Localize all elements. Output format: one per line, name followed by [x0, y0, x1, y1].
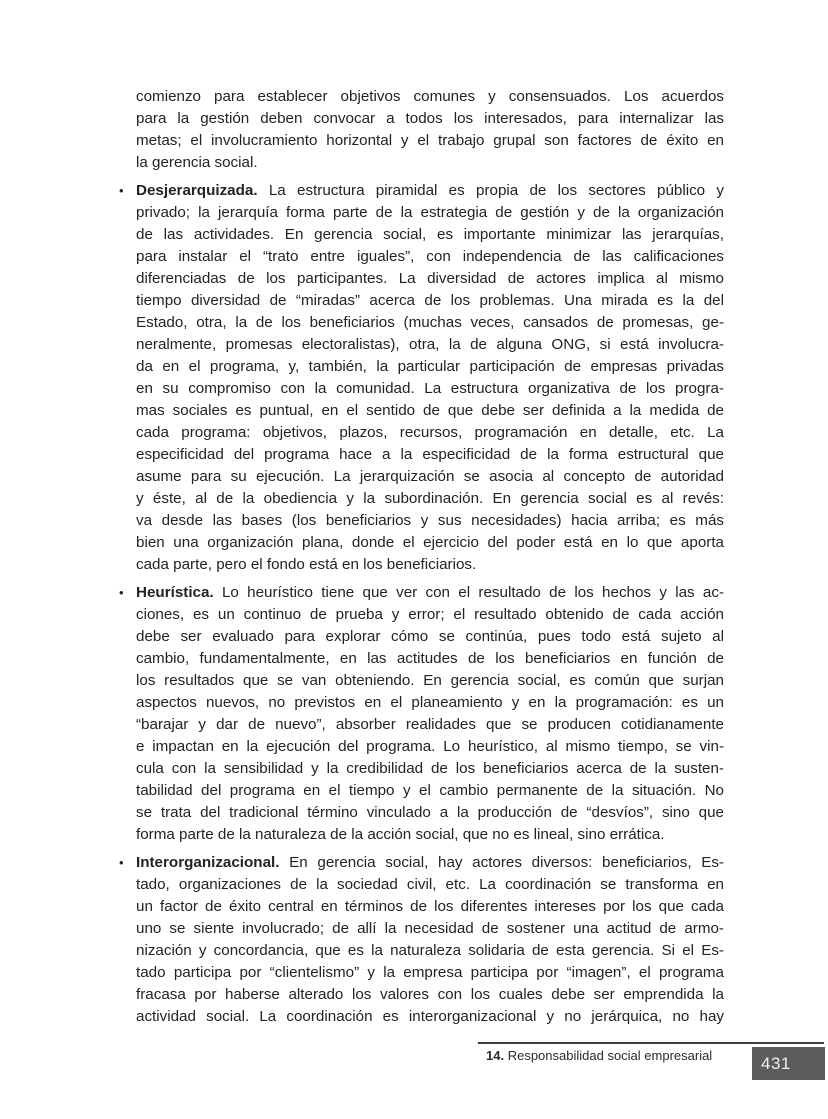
- text-line: tado, organizaciones de la sociedad civil, etc. La coordinación se transforma en: [136, 876, 724, 893]
- text-line: aspectos nuevos, no previstos en el planeamiento y en la programación: es un: [136, 694, 724, 711]
- bullet-icon: •: [119, 585, 124, 600]
- text-line: comienzo para establecer objetivos comunes y consensuados. Los acuerdos: [136, 88, 724, 105]
- text-line: para instalar el “trato entre iguales”, con independencia de las calificaciones: [136, 248, 724, 265]
- text-line: cada parte, pero el fondo está en los beneficiarios.: [136, 556, 477, 573]
- text-line: de las actividades. En gerencia social, es importante minimizar las jerarquías,: [136, 226, 724, 243]
- term-lead: Desjerarquizada.: [136, 182, 258, 199]
- text-line: para la gestión deben convocar a todos los interesados, para internalizar las: [136, 110, 724, 127]
- text-line: especificidad del programa hace a la especificidad de la forma estructural que: [136, 446, 724, 463]
- text-line: da en el programa, y, también, la particular participación de empresas privadas: [136, 358, 724, 375]
- text-line: Interorganizacional. En gerencia social, hay actores diversos: beneficiarios, Es-: [136, 854, 724, 871]
- footer-rule: [478, 1042, 824, 1044]
- paragraph: [136, 86, 724, 174]
- text-line: la gerencia social.: [136, 154, 258, 171]
- page-number: 431: [761, 1053, 791, 1073]
- text-line: nización y concordancia, que es la naturaleza solidaria de esta gerencia. Si el Es-: [136, 942, 724, 959]
- text-line: Desjerarquizada. La estructura piramidal es propia de los sectores público y: [136, 182, 724, 199]
- text-line: tado participa por “clientelismo” y la empresa participa por “imagen”, el programa: [136, 964, 724, 981]
- text-line: “barajar y dar de nuevo”, absorber realidades que se producen cotidianamente: [136, 716, 724, 733]
- text-line: neralmente, promesas electoralistas), otra, la de alguna ONG, si está involucra-: [136, 336, 724, 353]
- term-lead: Heurística.: [136, 584, 214, 601]
- text-line: asume para su ejecución. La jerarquización se asocia al concepto de autoridad: [136, 468, 724, 485]
- text-line: se trata del tradicional término vinculado a la producción de “desvíos”, sino que: [136, 804, 724, 821]
- text-line: diferenciadas de los participantes. La diversidad de actores implica al mismo: [136, 270, 724, 287]
- bullet-item: [119, 852, 724, 1028]
- text-line: fracasa por haberse alterado los valores con los cuales debe ser emprendida la: [136, 986, 724, 1003]
- text-line: los resultados que se van obteniendo. En gerencia social, es común que surjan: [136, 672, 724, 689]
- chapter-footer: [486, 1048, 712, 1063]
- text-line: actividad social. La coordinación es interorganizacional y no jerárquica, no hay: [136, 1008, 724, 1025]
- text-line: Heurística. Lo heurístico tiene que ver con el resultado de los hechos y las ac-: [136, 584, 724, 601]
- text-line: tiempo diversidad de “miradas” acerca de los problemas. Una mirada es la del: [136, 292, 724, 309]
- text-line: metas; el involucramiento horizontal y el trabajo grupal son factores de éxito en: [136, 132, 724, 149]
- text-line: mas sociales es puntual, en el sentido de que debe ser definida a la medida de: [136, 402, 724, 419]
- bullet-item: [119, 582, 724, 846]
- page-content: [119, 86, 724, 1034]
- chapter-number: 14.: [486, 1048, 505, 1063]
- text-line: ciones, es un continuo de prueba y error; el resultado obtenido de cada acción: [136, 606, 724, 623]
- bullet-icon: •: [119, 183, 124, 198]
- text-line: cambio, fundamentalmente, en las actitudes de los beneficiarios en función de: [136, 650, 724, 667]
- text-line: uno se siente involucrado; de allí la necesidad de sostener una actitud de armo-: [136, 920, 724, 937]
- text-line: en su compromiso con la comunidad. La estructura organizativa de los progra-: [136, 380, 724, 397]
- text-line: Estado, otra, la de los beneficiarios (muchas veces, cansados de promesas, ge-: [136, 314, 724, 331]
- text-line: y éste, al de la obediencia y la subordinación. En gerencia social es al revés:: [136, 490, 724, 507]
- bullet-item: [119, 180, 724, 576]
- text-line: privado; la jerarquía forma parte de la estrategia de gestión y de la organización: [136, 204, 724, 221]
- bullet-icon: •: [119, 855, 124, 870]
- chapter-title: Responsabilidad social empresarial: [507, 1048, 713, 1063]
- text-line: forma parte de la naturaleza de la acción social, que no es lineal, sino errática.: [136, 826, 665, 843]
- text-line: un factor de éxito central en términos de los diferentes intereses por los que cada: [136, 898, 724, 915]
- text-line: va desde las bases (los beneficiarios y sus necesidades) hacia arriba; es más: [136, 512, 724, 529]
- term-lead: Interorganizacional.: [136, 854, 280, 871]
- text-line: tabilidad del programa en el tiempo y el cambio permanente de la situación. No: [136, 782, 724, 799]
- text-line: cula con la sensibilidad y la credibilidad de los beneficiarios acerca de la susten-: [136, 760, 724, 777]
- text-line: debe ser evaluado para explorar cómo se continúa, pues todo está sujeto al: [136, 628, 724, 645]
- page-number-badge: [752, 1047, 825, 1080]
- text-line: bien una organización plana, donde el ejercicio del poder está en lo que aporta: [136, 534, 724, 551]
- text-line: cada programa: objetivos, plazos, recursos, programación en detalle, etc. La: [136, 424, 724, 441]
- text-line: e impactan en la ejecución del programa. Lo heurístico, al mismo tiempo, se vin-: [136, 738, 724, 755]
